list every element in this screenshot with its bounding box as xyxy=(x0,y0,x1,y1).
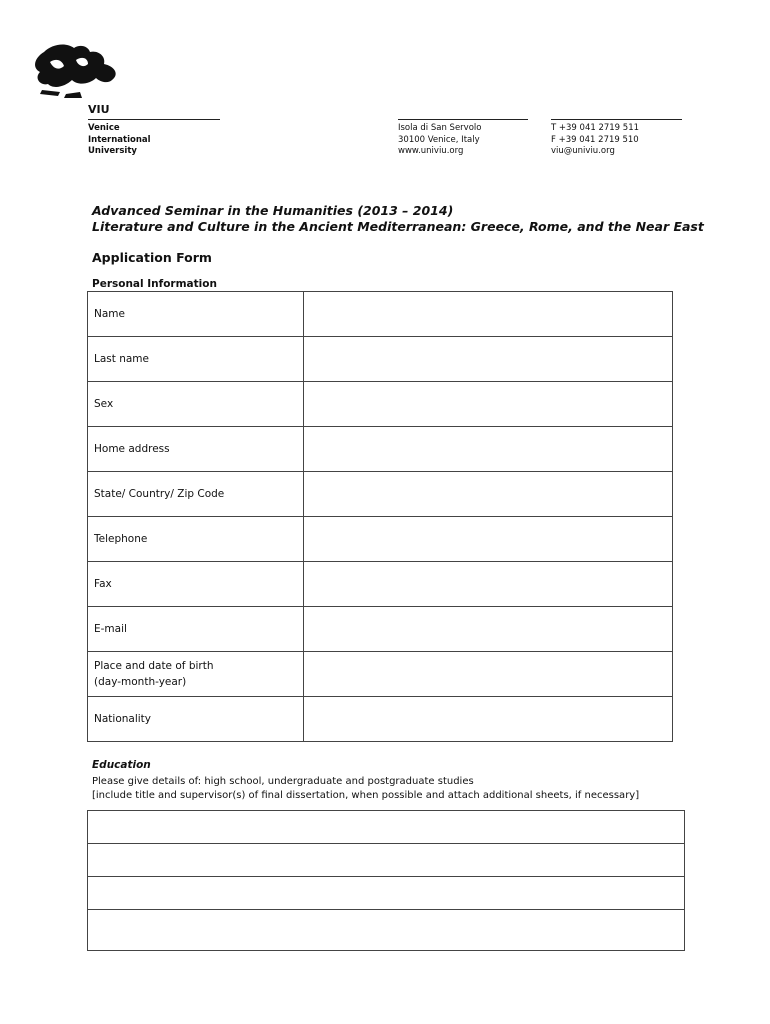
table-row xyxy=(88,652,673,697)
email-field[interactable] xyxy=(304,607,673,652)
email-link[interactable]: viu@univiu.org xyxy=(551,146,615,156)
sex-field[interactable] xyxy=(304,382,673,427)
header-rule-middle xyxy=(398,119,528,120)
home-address-label: Home address xyxy=(88,427,304,472)
education-instruction-1: Please give details of: high school, undergraduate and postgraduate studies xyxy=(92,776,474,787)
sex-label: Sex xyxy=(88,382,304,427)
table-row xyxy=(88,292,673,337)
table-row xyxy=(88,382,673,427)
birth-field[interactable] xyxy=(304,652,673,697)
name-label: Name xyxy=(88,292,304,337)
table-row xyxy=(88,877,685,910)
state-country-zip-label: State/ Country/ Zip Code xyxy=(88,472,304,517)
table-row xyxy=(88,844,685,877)
seminar-subtitle: Literature and Culture in the Ancient Mediterranean: Greece, Rome, and the Near East xyxy=(92,219,704,234)
table-row xyxy=(88,517,673,562)
last-name-field[interactable] xyxy=(304,337,673,382)
state-country-zip-field[interactable] xyxy=(304,472,673,517)
table-row xyxy=(88,337,673,382)
email-label: E-mail xyxy=(88,607,304,652)
education-table xyxy=(87,810,685,951)
table-row xyxy=(88,607,673,652)
personal-info-table xyxy=(87,291,673,742)
education-instruction-2: [include title and supervisor(s) of final dissertation, when possible and attach additional sheets, if necessary] xyxy=(92,790,640,801)
table-row xyxy=(88,427,673,472)
seminar-title: Advanced Seminar in the Humanities (2013 – 2014) xyxy=(92,203,454,218)
table-row xyxy=(88,697,673,742)
personal-info-heading: Personal Information xyxy=(92,278,217,290)
table-row xyxy=(88,811,685,844)
institution-line-1: Venice xyxy=(88,123,120,133)
logo-text: VIU xyxy=(88,103,110,116)
name-field[interactable] xyxy=(304,292,673,337)
fax-label: Fax xyxy=(88,562,304,607)
header-rule-right xyxy=(551,119,682,120)
application-form-heading: Application Form xyxy=(92,250,212,265)
contact-block xyxy=(551,123,639,158)
institution-line-3: University xyxy=(88,146,137,156)
address-line-2: 30100 Venice, Italy xyxy=(398,134,480,145)
address-line-1: Isola di San Servolo xyxy=(398,123,482,133)
fax-field[interactable] xyxy=(304,562,673,607)
fax-number: F +39 041 2719 510 xyxy=(551,134,639,145)
institution-name xyxy=(88,123,151,158)
viu-logo xyxy=(30,40,125,105)
nationality-field[interactable] xyxy=(304,697,673,742)
home-address-field[interactable] xyxy=(304,427,673,472)
website-link[interactable]: www.univiu.org xyxy=(398,146,464,156)
table-row xyxy=(88,910,685,951)
phone-number: T +39 041 2719 511 xyxy=(551,123,640,133)
education-field-4[interactable] xyxy=(88,910,685,951)
address-block xyxy=(398,123,481,158)
education-field-3[interactable] xyxy=(88,877,685,910)
birth-label: Place and date of birth (day-month-year) xyxy=(88,652,304,697)
education-field-1[interactable] xyxy=(88,811,685,844)
education-instructions xyxy=(92,775,639,803)
last-name-label: Last name xyxy=(88,337,304,382)
table-row xyxy=(88,562,673,607)
nationality-label: Nationality xyxy=(88,697,304,742)
education-field-2[interactable] xyxy=(88,844,685,877)
table-row xyxy=(88,472,673,517)
logo-emblem-icon xyxy=(30,40,125,105)
header-rule-left xyxy=(88,119,220,120)
institution-line-2: International xyxy=(88,134,151,145)
education-heading: Education xyxy=(92,759,151,771)
telephone-field[interactable] xyxy=(304,517,673,562)
telephone-label: Telephone xyxy=(88,517,304,562)
